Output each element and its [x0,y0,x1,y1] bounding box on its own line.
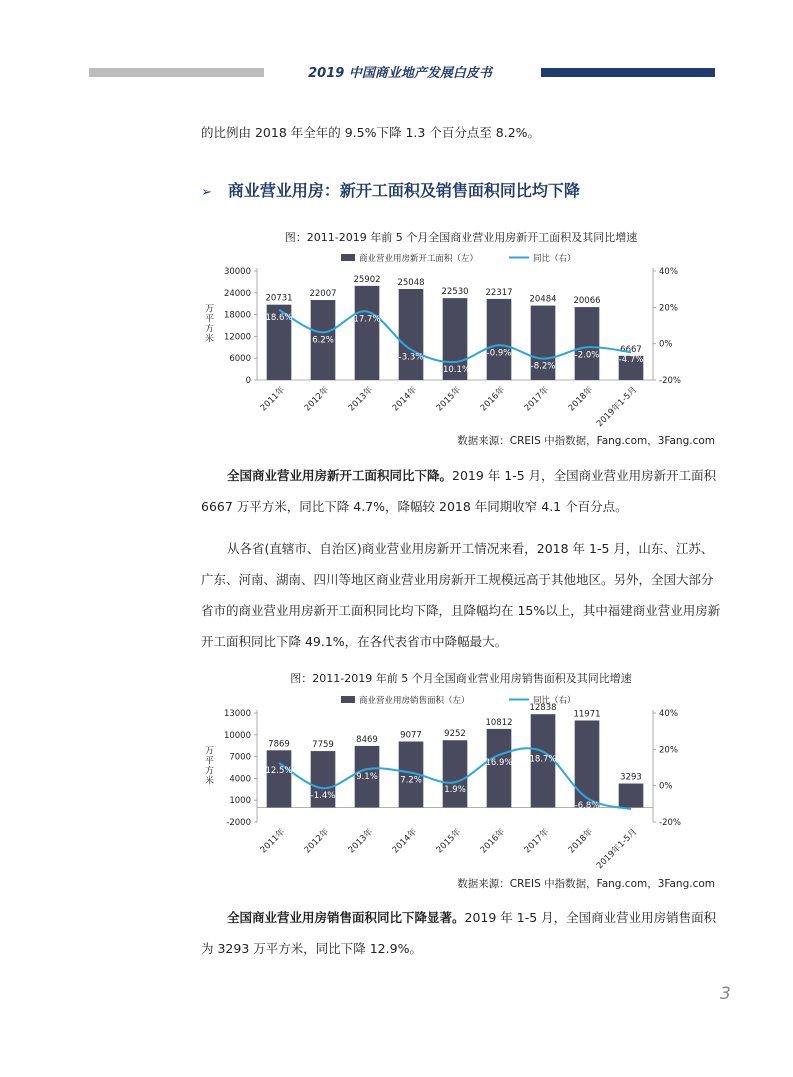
paragraph1-rest: 2019 年 1-5 月，全国商业营业用房新开工面积 6667 万平方米，同比下降 4.7%，降幅较 2018 年同期收窄 4.1 个百分点。 [201,468,717,514]
chart2-source: 数据来源：CREIS 中指数据，Fang.com，3Fang.com [457,878,715,890]
bar [619,784,644,808]
bar-value-label: 22007 [309,289,337,300]
arrow-bullet-icon: ➢ [201,185,212,200]
x-tick-label: 2019年1-5月 [594,827,640,872]
chart2-title: 图：2011-2019 年前 5 个月全国商业营业用房销售面积及其同比增速 [290,672,632,685]
bar-value-label: 6667 [620,344,642,355]
line-value-label: -12.9% [615,812,647,823]
line-value-label: 6.2% [312,335,334,346]
x-tick-label: 2012年 [302,385,332,414]
bar [487,299,512,380]
bar-value-label: 22317 [485,287,513,298]
bar [399,289,424,380]
legend-line-label: 同比（右） [533,254,576,264]
section-title: 商业营业用房：新开工面积及销售面积同比均下降 [227,181,580,200]
left-tick-label: 1000 [229,796,251,807]
left-tick-label: 18000 [223,310,251,321]
bar [575,720,600,807]
right-tick-label: -20% [659,818,681,828]
right-tick-label: 0% [659,339,673,350]
line-value-label: -2.0% [574,350,600,361]
x-tick-label: 2017年 [522,385,552,414]
paragraph3-rest: 2019 年 1-5 月，全国商业营业用房销售面积为 3293 万平方米，同比下降 12.9%。 [201,910,717,956]
chart1-y-axis-label: 万平方米 [205,304,215,345]
x-tick-label: 2018年 [566,827,596,856]
header-bar-left [89,68,264,77]
left-tick-label: 6000 [229,354,251,365]
right-tick-label: 20% [659,303,678,314]
x-tick-label: 2012年 [302,827,332,856]
x-tick-label: 2015年 [434,385,464,414]
bar [487,729,512,808]
legend-line-label: 同比（右） [533,696,576,706]
bar-value-label: 20066 [573,296,601,307]
left-tick-label: 4000 [229,774,251,785]
bar-value-label: 22530 [441,287,469,298]
bar [355,286,380,380]
intro-text [201,117,721,148]
bar-value-label: 11971 [573,709,601,720]
x-tick-label: 2017年 [522,827,552,856]
right-tick-label: -20% [659,376,681,386]
bar-value-label: 12838 [529,703,557,714]
line-value-label: 7.2% [400,775,422,786]
bar-value-label: 9077 [400,730,422,741]
left-tick-label: 0 [245,376,251,386]
line-value-label: 17.7% [353,314,381,325]
chart1-source: 数据来源：CREIS 中指数据，Fang.com，3Fang.com [457,435,715,447]
bar-value-label: 7759 [312,740,334,751]
line-value-label: 1.9% [444,785,466,796]
x-tick-label: 2018年 [566,385,596,414]
bar [443,740,468,807]
line-value-label: 9.1% [356,772,378,783]
header-bar-right [541,68,715,77]
line-value-label: -1.4% [310,791,336,802]
line-value-label: -8.2% [530,361,556,372]
line-value-label: -3.3% [398,352,424,363]
left-tick-label: 7000 [229,752,251,763]
bar [267,750,292,807]
header-title: 2019 中国商业地产发展白皮书 [308,66,492,81]
x-tick-label: 2016年 [478,385,508,414]
x-tick-label: 2013年 [346,385,376,414]
right-tick-label: 20% [659,745,678,756]
left-tick-label: 13000 [223,709,251,719]
bar [575,307,600,380]
right-tick-label: 0% [659,781,673,792]
x-tick-label: 2015年 [434,827,464,856]
x-tick-label: 2014年 [390,827,420,856]
legend-bar-swatch [341,254,355,261]
line-value-label: -4.7% [618,355,644,366]
line-value-label: -10.1% [439,365,471,376]
bar-value-label: 20484 [529,294,557,305]
bar-value-label: 20731 [265,293,293,304]
left-tick-label: 10000 [223,730,251,741]
chart1-title: 图：2011-2019 年前 5 个月全国商业营业用房新开工面积及其同比增速 [284,231,638,244]
line-value-label: -6.8% [574,801,600,812]
paragraph2-text: 从各省(直辖市、自治区)商业营业用房新开工情况来看，2018 年 1-5 月，山东、江苏、广东、河南、湖南、四川等地区商业营业用房新开工规模远高于其他地区。另外，全国大部分省市的商业营业用房新开工面积同比均下降，且降幅均在 15%以上，其中福建商业营业用房新开工面积同比下降 49.1%，在各代表省市中降幅最大。 [201,541,721,649]
line-value-label: 18.6% [265,312,293,323]
chart2-y-axis-label: 万平方米 [205,746,215,787]
left-tick-label: 30000 [223,267,251,277]
bar-value-label: 10812 [485,717,513,728]
left-tick-label: 24000 [223,288,251,299]
intro-line: 的比例由 2018 年全年的 9.5%下降 1.3 个百分点至 8.2%。 [201,125,541,140]
x-tick-label: 2011年 [258,827,288,856]
line-value-label: 16.9% [485,757,513,768]
bar-value-label: 3293 [620,772,642,783]
x-tick-label: 2016年 [478,827,508,856]
chart2 [195,687,681,872]
paragraph2 [201,533,721,657]
bar-value-label: 25902 [353,274,381,285]
bar-value-label: 7869 [268,739,290,750]
page-number: 3 [720,984,731,1004]
bar-value-label: 8469 [356,734,378,745]
x-tick-label: 2014年 [390,385,420,414]
x-tick-label: 2019年1-5月 [594,385,640,430]
chart1-legend [341,253,576,264]
x-tick-label: 2011年 [258,385,288,414]
paragraph3-lead: 全国商业营业用房销售面积同比下降显著。 [227,910,465,925]
line-value-label: 18.7% [529,754,557,765]
paragraph1-lead: 全国商业营业用房新开工面积同比下降。 [227,468,453,483]
paragraph1 [201,460,721,522]
line-value-label: -0.9% [486,348,512,359]
line-value-label: 12.5% [265,765,293,776]
section-heading [201,178,580,201]
left-tick-label: 12000 [223,332,251,343]
bar-value-label: 25048 [397,277,425,288]
right-tick-label: 40% [659,709,678,719]
bar-value-label: 9252 [444,729,466,740]
paragraph3 [201,902,721,964]
left-tick-label: -2000 [226,818,251,828]
legend-bar-swatch [341,696,355,703]
x-tick-label: 2013年 [346,827,376,856]
right-tick-label: 40% [659,267,678,277]
legend-bar-label: 商业营业用房新开工面积（左） [359,254,479,264]
chart1 [195,245,681,430]
legend-bar-label: 商业营业用房销售面积（左） [359,696,470,706]
